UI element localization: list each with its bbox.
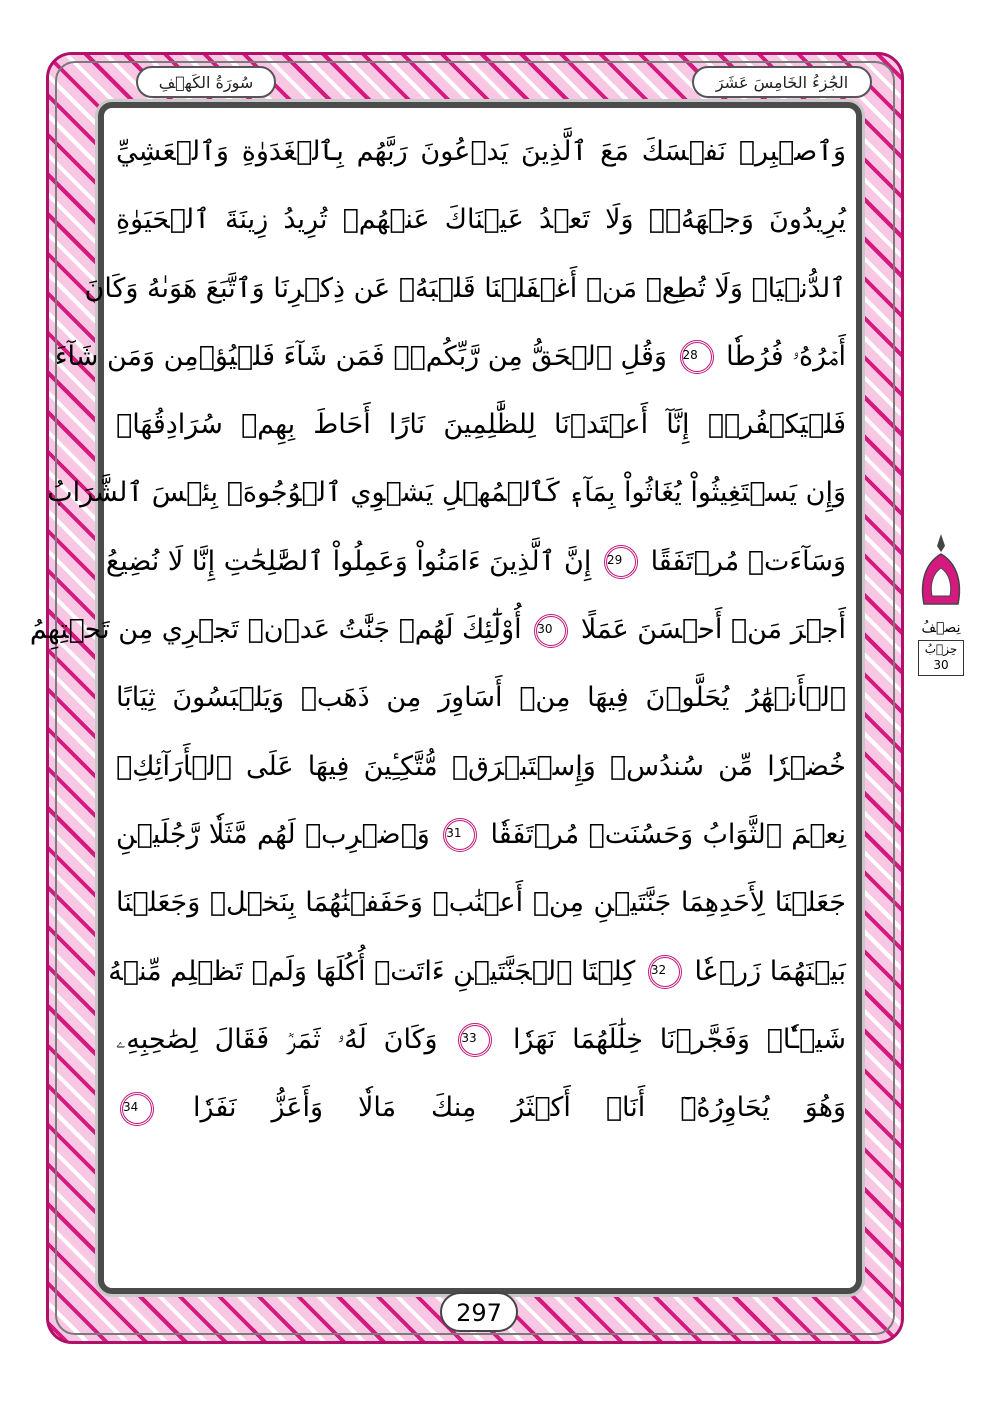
page-number: 297 bbox=[440, 1292, 518, 1332]
line-text-after: وَٱضۡرِبۡ لَهُم مَّثَلٗا رَّجُلَيۡنِ bbox=[116, 818, 430, 850]
text-line bbox=[47, 459, 846, 527]
line-text: وَٱصۡبِرۡ نَفۡسَكَ مَعَ ٱلَّذِينَ يَدۡعُونَ رَبَّهُم بِٱلۡغَدَوٰةِ وَٱلۡعَشِيِّ bbox=[116, 136, 846, 167]
text-line bbox=[29, 596, 846, 664]
text-line bbox=[105, 528, 846, 596]
line-text-after: كِلۡتَا ٱلۡجَنَّتَيۡنِ ءَاتَتۡ أُكُلَهَا وَلَمۡ تَظۡلِم مِّنۡهُ bbox=[108, 955, 636, 987]
text-line bbox=[116, 1006, 846, 1074]
text-line bbox=[116, 801, 846, 869]
ayah-number-marker: 34 bbox=[120, 1092, 154, 1126]
line-text: ٱلدُّنۡيَاۖ وَلَا تُطِعۡ مَنۡ أَغۡفَلۡنَا قَلۡبَهُۥ عَن ذِكۡرِنَا وَٱتَّبَعَ هَوَىٰهُ وَكَانَ bbox=[84, 272, 846, 304]
ayah-number-marker: 32 bbox=[648, 955, 682, 989]
hizb-box bbox=[918, 640, 964, 676]
line-text: جَعَلۡنَا لِأَحَدِهِمَا جَنَّتَيۡنِ مِنۡ أَعۡنَٰبٖ وَحَفَفۡنَٰهُمَا بِنَخۡلٖ وَجَعَلۡنَا bbox=[116, 887, 846, 919]
text-line bbox=[108, 938, 846, 1006]
line-text-before: أَجۡرَ مَنۡ أَحۡسَنَ عَمَلًا bbox=[580, 614, 846, 646]
text-line bbox=[116, 869, 846, 937]
ayah-number-marker: 28 bbox=[680, 340, 714, 374]
text-line bbox=[116, 664, 846, 732]
nisf-label: نِصۡفُ bbox=[921, 620, 961, 636]
text-line bbox=[116, 118, 846, 186]
text-line bbox=[54, 323, 846, 391]
ayah-number-marker: 31 bbox=[443, 818, 477, 852]
hizb-number: 30 bbox=[933, 658, 949, 672]
line-text: يُرِيدُونَ وَجۡهَهُۥۖ وَلَا تَعۡدُ عَيۡنَاكَ عَنۡهُمۡ تُرِيدُ زِينَةَ ٱلۡحَيَوٰةِ bbox=[116, 204, 846, 236]
line-text-before: شَيۡـٔٗاۚ وَفَجَّرۡنَا خِلَٰلَهُمَا نَهَرٗا bbox=[513, 1023, 846, 1055]
line-text-after: وَكَانَ لَهُۥ ثَمَرٞ فَقَالَ لِصَٰحِبِهِۦ bbox=[116, 1023, 438, 1055]
line-text-before: وَسَآءَتۡ مُرۡتَفَقًا bbox=[650, 545, 846, 577]
line-text-before: بَيۡنَهُمَا زَرۡعٗا bbox=[694, 955, 846, 987]
line-text: ٱلۡأَنۡهَٰرُ يُحَلَّوۡنَ فِيهَا مِنۡ أَسَاوِرَ مِن ذَهَبٖ وَيَلۡبَسُونَ ثِيَابًا bbox=[116, 682, 846, 714]
line-text: وَإِن يَسۡتَغِيثُواْ يُغَاثُواْ بِمَآءٖ كَٱلۡمُهۡلِ يَشۡوِي ٱلۡوُجُوهَۚ بِئۡسَ ٱلشَّرَابُ bbox=[47, 477, 846, 509]
line-text: فَلۡيَكۡفُرۡۚ إِنَّآ أَعۡتَدۡنَا لِلظَّٰلِمِينَ نَارًا أَحَاطَ بِهِمۡ سُرَادِقُهَاۚ bbox=[116, 409, 846, 441]
ayah-number-marker: 29 bbox=[604, 545, 638, 579]
line-text-after: وَقُلِ ٱلۡحَقُّ مِن رَّبِّكُمۡۖ فَمَن شَآءَ فَلۡيُؤۡمِن وَمَن شَآءَ bbox=[54, 340, 667, 372]
line-text-before: وَهُوَ يُحَاوِرُهُۥٓ أَنَا۠ أَكۡثَرُ مِنكَ مَالٗا وَأَعَزُّ نَفَرٗا bbox=[192, 1092, 846, 1124]
hizb-label: حِزۡبُ bbox=[924, 642, 958, 656]
line-text-before: نِعۡمَ ٱلثَّوَابُ وَحَسُنَتۡ مُرۡتَفَقٗا bbox=[490, 818, 846, 850]
quran-text bbox=[29, 118, 846, 1142]
ayah-number-marker: 33 bbox=[458, 1023, 492, 1057]
ayah-number-marker: 30 bbox=[534, 614, 568, 648]
text-line bbox=[84, 255, 846, 323]
line-text-before: أَمۡرُهُۥ فُرُطٗا bbox=[726, 340, 846, 372]
line-text-after: أُوْلَٰٓئِكَ لَهُمۡ جَنَّٰتُ عَدۡنٖ تَجۡرِي مِن تَحۡتِهِمُ bbox=[29, 614, 522, 646]
line-text-after: إِنَّ ٱلَّذِينَ ءَامَنُواْ وَعَمِلُواْ ٱلصَّٰلِحَٰتِ إِنَّا لَا نُضِيعُ bbox=[105, 545, 592, 577]
text-line bbox=[116, 186, 846, 254]
text-line bbox=[116, 1074, 846, 1142]
juz-header: الجُزءُ الخَامِسَ عَشَرَ bbox=[692, 66, 872, 98]
surah-header: سُورَةُ الكَهۡفِ bbox=[136, 66, 276, 98]
line-text: خُضۡرٗا مِّن سُندُسٖ وَإِسۡتَبۡرَقٖ مُّتَّكِـِٔينَ فِيهَا عَلَى ٱلۡأَرَآئِكِۚ bbox=[116, 750, 846, 782]
text-line bbox=[116, 733, 846, 801]
text-line bbox=[116, 391, 846, 459]
